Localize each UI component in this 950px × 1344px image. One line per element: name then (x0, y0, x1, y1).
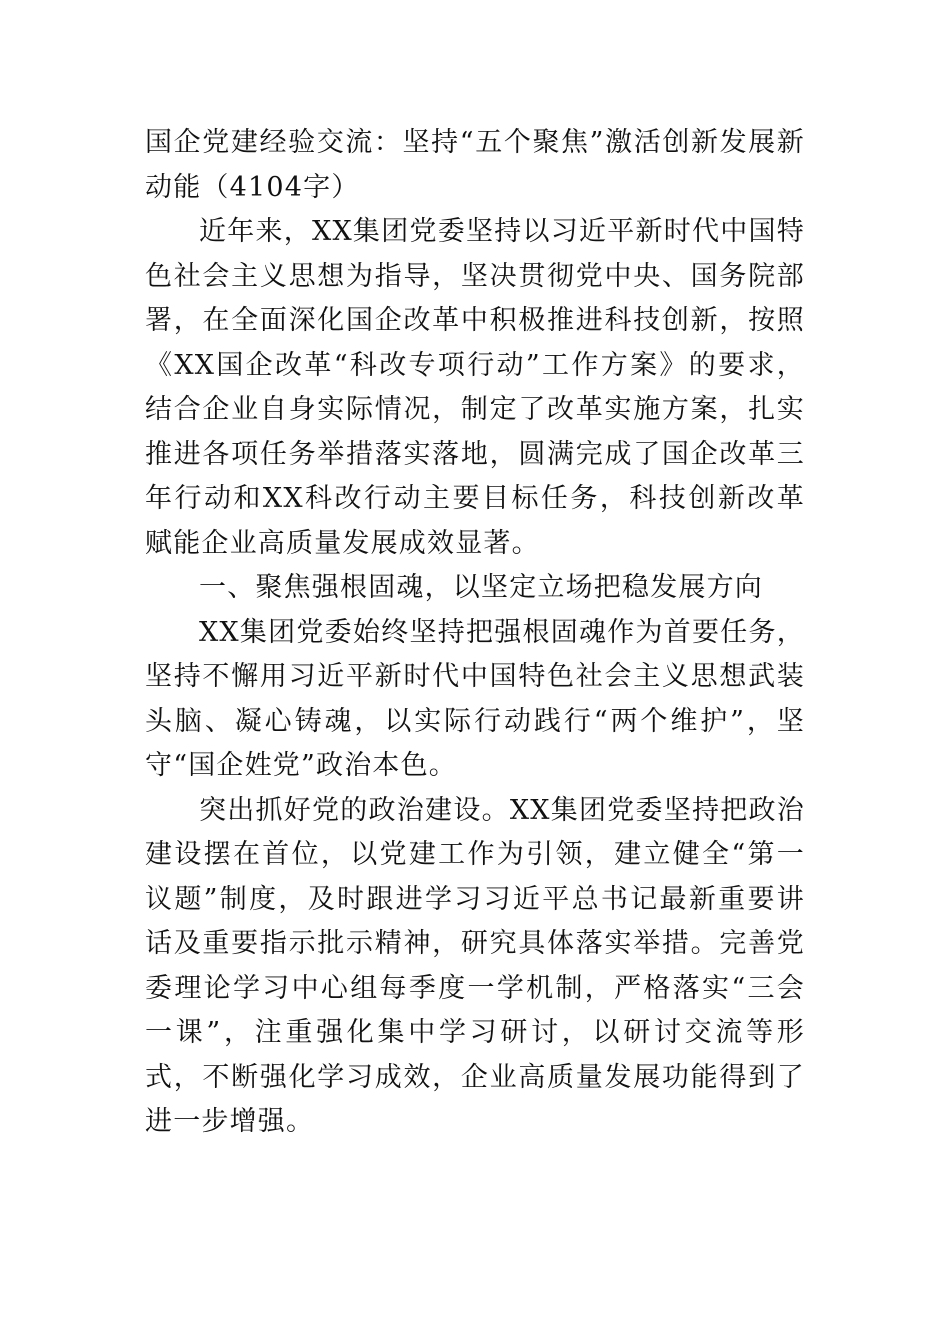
body-paragraph: XX集团党委始终坚持把强根固魂作为首要任务，坚持不懈用习近平新时代中国特色社会主义思想武装头脑、凝心铸魂，以实际行动践行“两个维护”，坚守“国企姓党”政治本色。 (145, 616, 805, 781)
document-title: 国企党建经验交流：坚持“五个聚焦”激活创新发展新动能（4104字） (145, 127, 805, 203)
section-heading: 一、聚焦强根固魂，以坚定立场把稳发展方向 (199, 572, 763, 603)
intro-paragraph: 近年来，XX集团党委坚持以习近平新时代中国特色社会主义思想为指导，坚决贯彻党中央、国务院部署，在全面深化国企改革中积极推进科技创新，按照《XX国企改革“科改专项行动”工作方案》的要求，结合企业自身实际情况，制定了改革实施方案，扎实推进各项任务举措落实落地，圆满完成了国企改革三年行动和XX科改行动主要目标任务，科技创新改革赋能企业高质量发展成效显著。 (145, 216, 805, 559)
document-page (145, 121, 805, 1145)
body-paragraph: 突出抓好党的政治建设。XX集团党委坚持把政治建设摆在首位，以党建工作为引领，建立健全“第一议题”制度，及时跟进学习习近平总书记最新重要讲话及重要指示批示精神，研究具体落实举措。完善党委理论学习中心组每季度一学机制，严格落实“三会一课”，注重强化集中学习研讨，以研讨交流等形式，不断强化学习成效，企业高质量发展功能得到了进一步增强。 (145, 794, 805, 1137)
